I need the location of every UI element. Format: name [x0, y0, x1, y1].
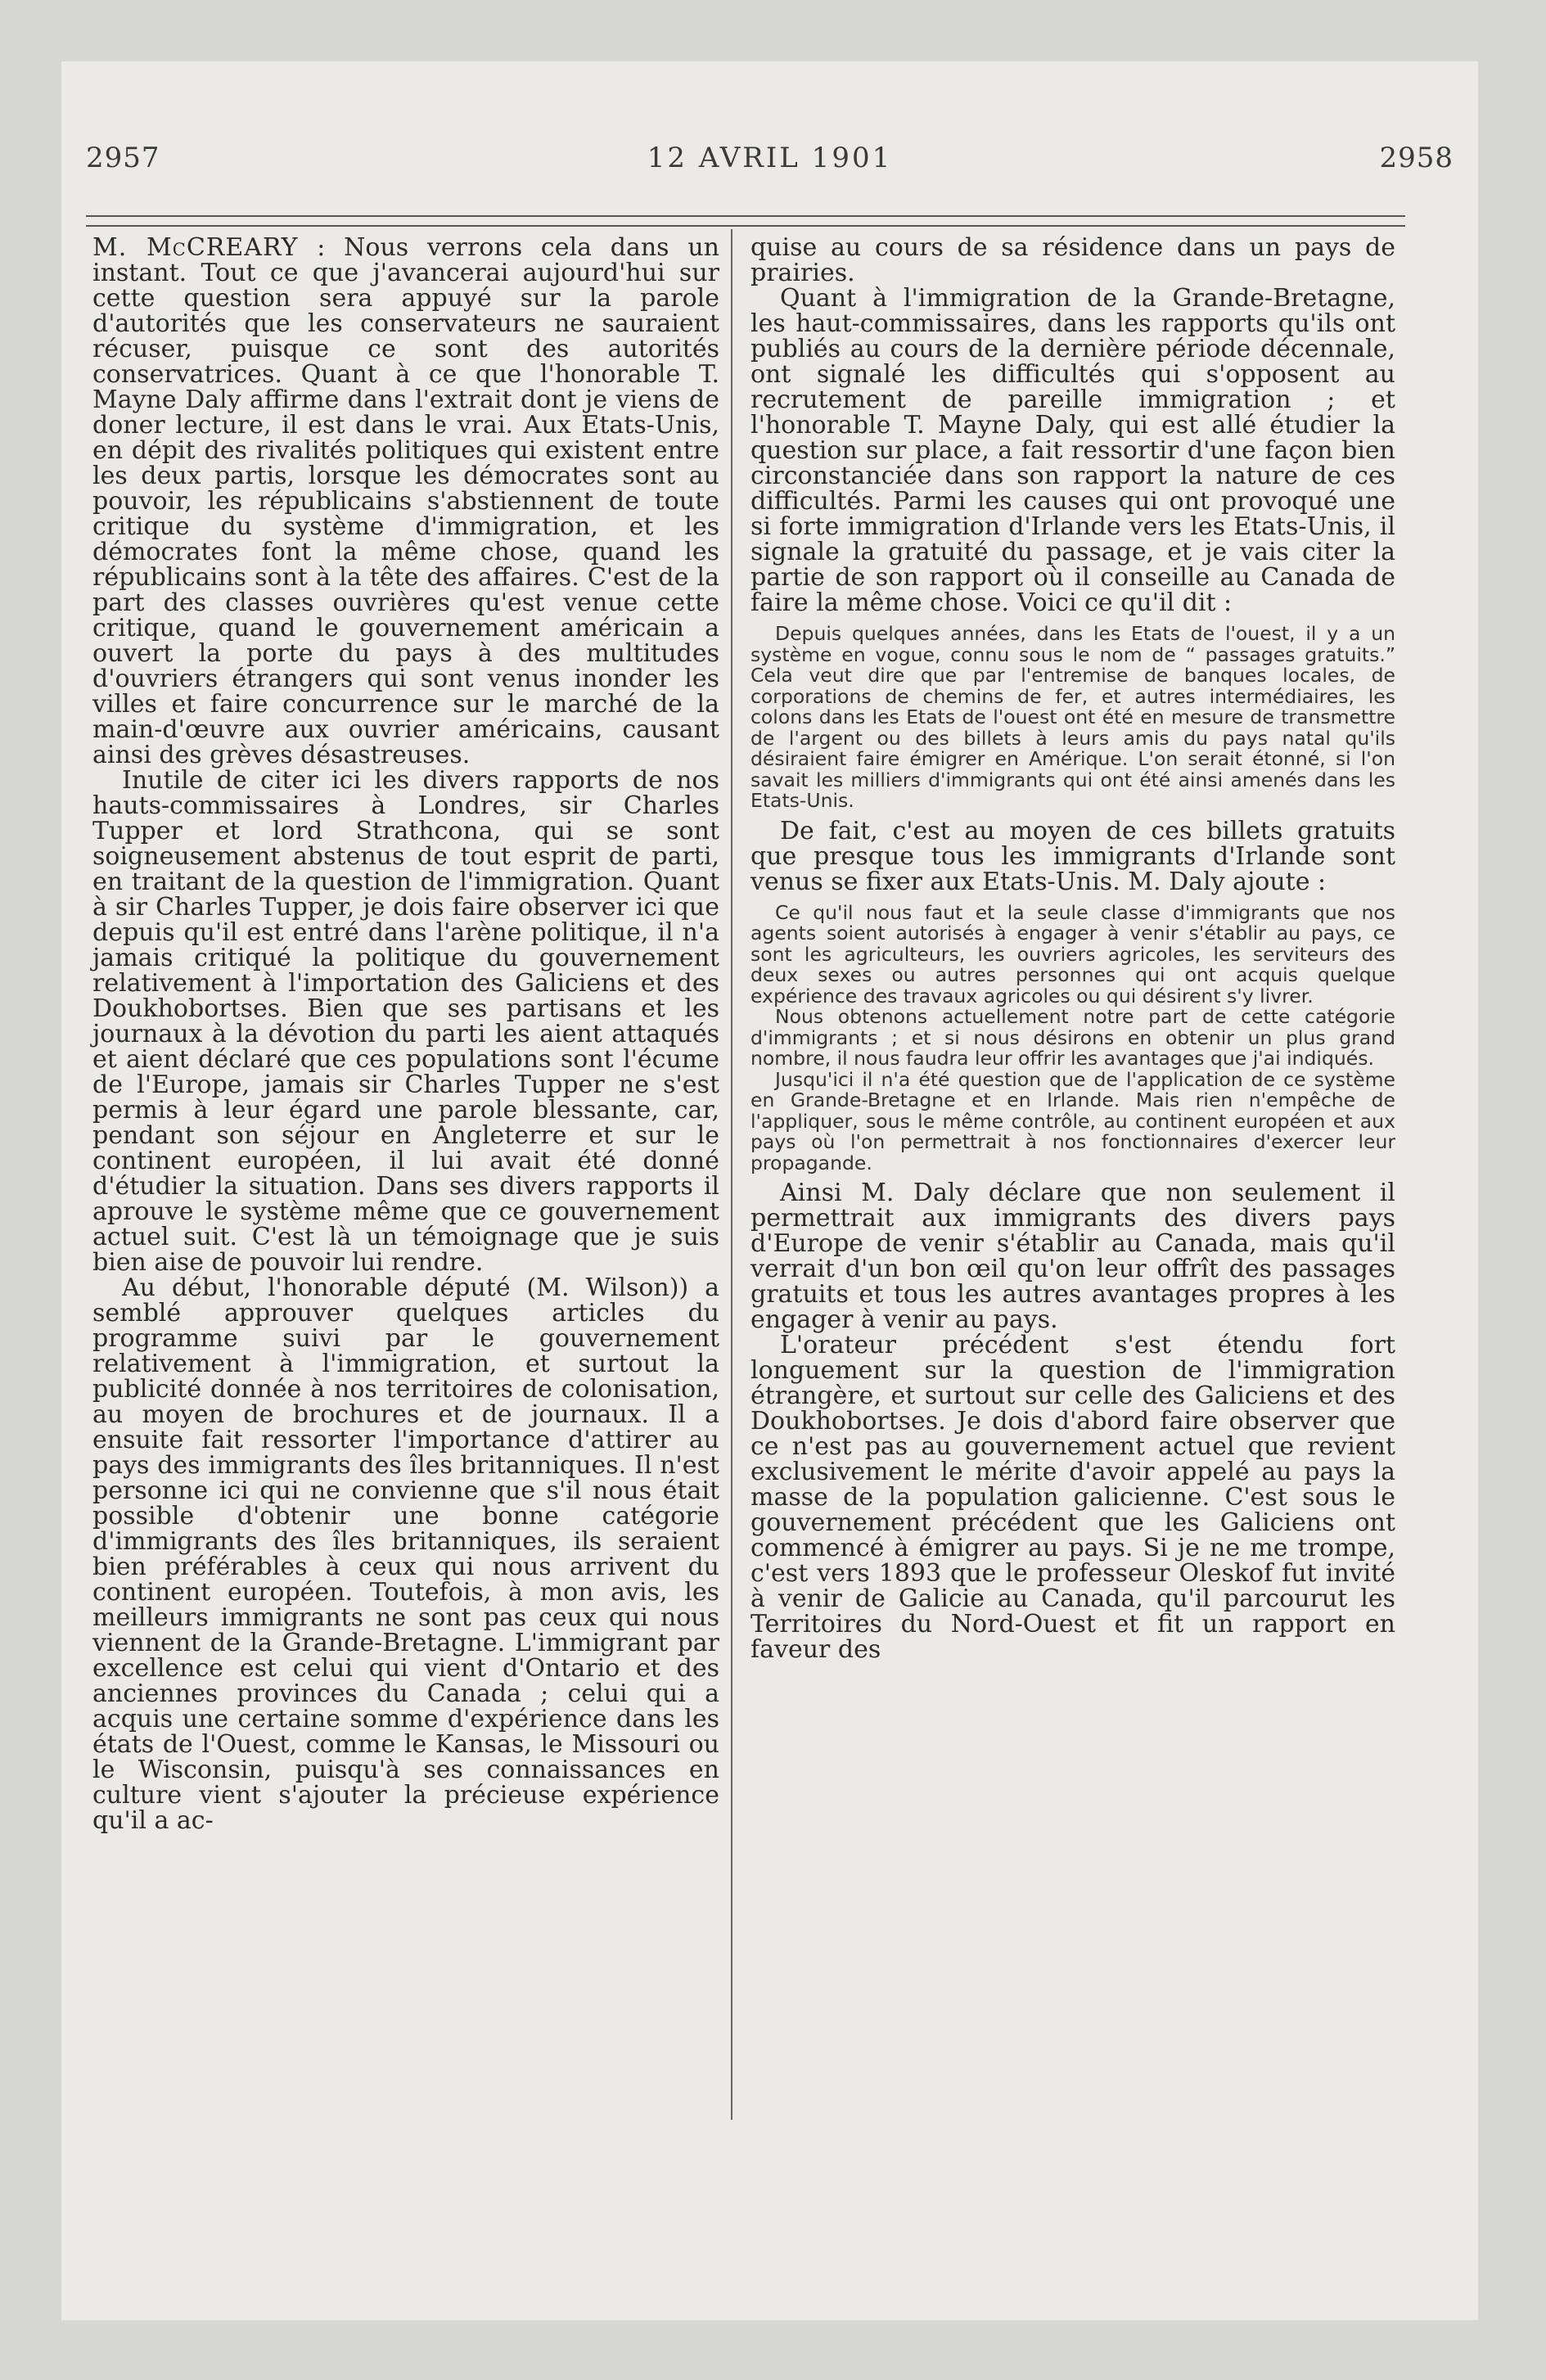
paragraph: Au début, l'honorable député (M. Wilson)) a semblé approuver quelques articles du programme suivi par le gouvernement relativement à l'immigration, et surtout la publicité donnée à nos territoires de colonisation, au moyen de brochures et de journaux. Il a ensuite fait ressorter l'importance d'attirer au pays des immigrants des îles britanniques. Il n'est personne ici qui ne convienne que s'il nous était possible d'obtenir une bonne catégorie d'immigrants des îles britanniques, ils seraient bien préférables à ceux qui nous arrivent du continent européen. Toutefois, à mon avis, les meilleurs immigrants ne sont pas ceux qui nous viennent de la Grande-Bretagne. L'immigrant par excellence est celui qui vient d'Ontario et des anciennes provinces du Canada ; celui qui a acquis une certaine somme d'expérience dans les états de l'Ouest, comme le Kansas, le Missouri ou le Wisconsin, puisqu'à ses connaissances en culture vient s'ajouter la précieuse expérience qu'il a ac- [92, 1273, 719, 1835]
speech-text: : Nous verrons cela dans un instant. Tout ce que j'avancerai aujourd'hui sur cette question sera appuyé sur la parole d'autorités que les conservateurs ne sauraient récuser, puisque ce sont des autorités conservatrices. Quant à ce que l'honorable T. Mayne Daly affirme dans l'extrait dont je viens de doner lecture, il est dans le vrai. Aux Etats-Unis, en dépit des rivalités politiques qui existent entre les deux partis, lorsque les démocrates sont au pouvoir, les républicains s'abstiennent de toute critique du système d'immigration, et les démocrates font la même chose, quand les républicains sont à la tête des affaires. C'est de la part des classes ouvrières qu'est venue cette critique, quand le gouvernement américain a ouvert la porte du pays à des multitudes d'ouvriers étrangers qui sont venus inonder les villes et faire concurrence sur le marché de la main-d'œuvre aux ouvrier américains, causant ainsi des grèves désastreuses. [92, 233, 720, 769]
left-column [92, 235, 719, 1833]
header-rule-top [86, 215, 1405, 217]
page [61, 61, 1478, 2320]
paragraph: quise au cours de sa résidence dans un pays de prairies. [750, 233, 1395, 287]
column-divider [731, 229, 732, 2120]
page-number-right: 2958 [1379, 142, 1454, 174]
quotation: Jusqu'ici il n'a été question que de l'application de ce système en Grande-Bretagne et en Irlande. Mais rien n'empêche de l'appliquer, sous le même contrôle, au continent européen et aux pays où l'on permettrait à nos fonctionnaires d'exercer leur propagande. [750, 1067, 1395, 1174]
quotation: Ce qu'il nous faut et la seule classe d'immigrants que nos agents soient autorisés à engager à venir s'établir au pays, ce sont les agriculteurs, les ouvriers agricoles, les serviteurs des deux sexes ou autres personnes qui ont acquis quelque expérience des travaux agricoles ou qui désirent s'y livrer. [750, 900, 1395, 1007]
speaker-name: M. McCREARY [92, 233, 299, 262]
quotation: Nous obtenons actuellement notre part de cette catégorie d'immigrants ; et si nous désirons en obtenir un plus grand nombre, il nous faudra leur offrir les avantages que j'ai indiqués. [750, 1005, 1395, 1070]
header-rule-bottom [86, 225, 1405, 227]
paragraph: Inutile de citer ici les divers rapports de nos hauts-commissaires à Londres, sir Charles Tupper et lord Strathcona, qui se sont soigneusement abstenus de tout esprit de parti, en traitant de la question de l'immigration. Quant à sir Charles Tupper, je dois faire observer ici que depuis qu'il est entré dans l'arène politique, il n'a jamais critiqué la politique du gouvernement relativement à l'importation des Galiciens et des Doukhobortses. Bien que ses partisans et les journaux à la dévotion du parti les aient attaqués et aient déclaré que ces populations sont l'écume de l'Europe, jamais sir Charles Tupper ne s'est permis à leur égard une parole blessante, car, pendant son séjour en Angleterre et sur le continent européen, il lui avait été donné d'étudier la situation. Dans ses divers rapports il aprouve le système même que ce gouvernement actuel suit. C'est là un témoignage que je suis bien aise de pouvoir lui rendre. [92, 766, 719, 1277]
paragraph: Ainsi M. Daly déclare que non seulement il permettrait aux immigrants des divers pays d'Europe de venir s'établir au Canada, mais qu'il verrait d'un bon œil qu'on leur offrît des passages gratuits et tous les autres avantages propres à les engager à venir au pays. [750, 1179, 1395, 1334]
page-date: 12 AVRIL 1901 [647, 142, 893, 174]
paragraph: L'orateur précédent s'est étendu fort longuement sur la question de l'immigration étrangère, et surtout sur celle des Galiciens et des Doukhobortses. Je dois d'abord faire observer que ce n'est pas au gouvernement actuel que revient exclusivement le mérite d'avoir appelé au pays la masse de la population galicienne. C'est sous le gouvernement précédent que les Galiciens ont commencé à émigrer au pays. Si je ne me trompe, c'est vers 1893 que le professeur Oleskof fut invité à venir de Galicie au Canada, qu'il parcourut les Territoires du Nord-Ouest et fit un rapport en faveur des [750, 1331, 1395, 1664]
right-column [750, 235, 1395, 1662]
paragraph: De fait, c'est au moyen de ces billets gratuits que presque tous les immigrants d'Irlande sont venus se fixer aux Etats-Unis. M. Daly ajoute : [750, 816, 1395, 896]
paragraph [92, 235, 719, 768]
paragraph: Quant à l'immigration de la Grande-Bretagne, les haut-commissaires, dans les rapports qu'ils ont publiés au cours de la dernière période décennale, ont signalé les difficultés qui s'opposent au recrutement de pareille immigration ; et l'honorable T. Mayne Daly, qui est allé étudier la question sur place, a fait ressortir d'une façon bien circonstanciée dans son rapport la nature de ces difficultés. Parmi les causes qui ont provoqué une si forte immigration d'Irlande vers les Etats-Unis, il signale la gratuité du passage, et je vais citer la partie de son rapport où il conseille au Canada de faire la même chose. Voici ce qu'il dit : [750, 284, 1395, 617]
page-number-left: 2957 [86, 142, 160, 174]
quotation: Depuis quelques années, dans les Etats de l'ouest, il y a un système en vogue, connu sous le nom de “ passages gratuits.” Cela veut dire que par l'entremise de banques locales, de corporations de chemins de fer, et autres intermédiaires, les colons dans les Etats de l'ouest ont été en mesure de transmettre de l'argent ou des billets à leurs amis du pays natal qu'ils désiraient faire émigrer en Amérique. L'on serait étonné, si l'on savait les milliers d'immigrants qui ont été ainsi amenés dans les Etats-Unis. [750, 622, 1395, 812]
